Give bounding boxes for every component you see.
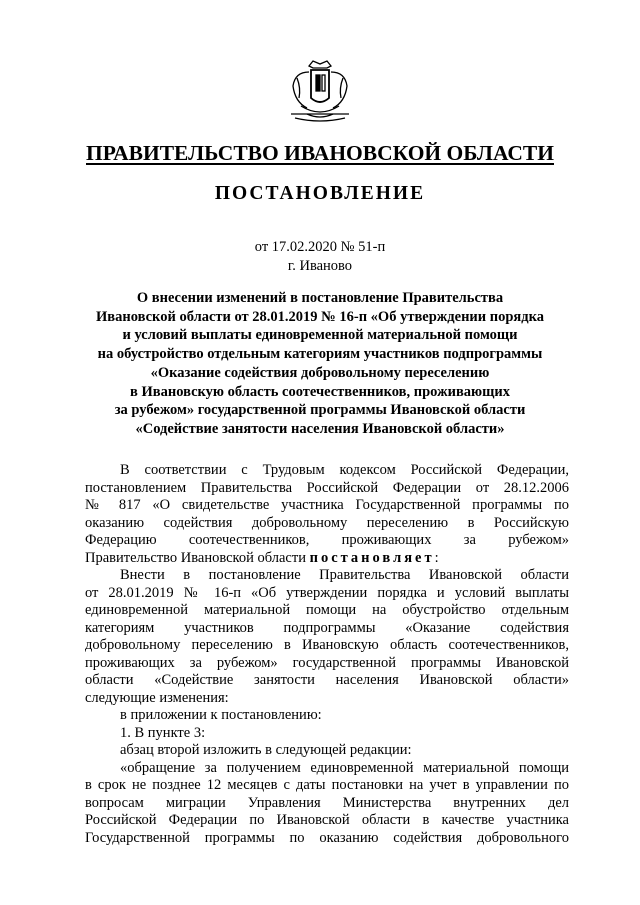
body-line: абзац второй изложить в следующей редакции:: [120, 742, 412, 758]
document-body: [85, 462, 569, 847]
date-block: [0, 238, 640, 276]
coat-of-arms-icon: [287, 58, 353, 124]
title-line: и условий выплаты единовременной материальной помощи: [122, 327, 518, 344]
title-line: «Содействие занятости населения Ивановской области»: [135, 420, 505, 437]
resolves-word: постановляет: [309, 549, 435, 566]
body-line: в срок не позднее 12 месяцев с даты постановки на учет в управлении по: [85, 777, 569, 793]
body-line: 1. В пункте 3:: [120, 724, 206, 741]
title-line: «Оказание содействия добровольному переселению: [150, 364, 490, 381]
body-line: от 28.01.2019 № 16-п «Об утверждении порядка и условий выплаты: [85, 584, 569, 601]
body-line: следующие изменения:: [85, 689, 229, 706]
body-line: № 817 «О свидетельстве участника Государственной программы по: [85, 497, 569, 513]
city: г. Иваново: [287, 258, 353, 274]
document-title: [70, 289, 570, 439]
body-line: Внести в постановление Правительства Ивановской области: [120, 567, 569, 583]
body-line: «обращение за получением единовременной материальной помощи: [120, 759, 569, 776]
body-line: [85, 550, 569, 568]
body-line: оказанию содействия добровольному переселению в Российскую: [85, 514, 569, 531]
title-line: в Ивановскую область соотечественников, проживающих: [130, 383, 510, 400]
body-line: постановлением Правительства Российской Федерации от 28.12.2006: [85, 479, 569, 496]
date-number: от 17.02.2020 № 51-п: [254, 239, 386, 255]
body-line: добровольному переселению в Ивановскую область соотечественников,: [85, 637, 569, 653]
body-line: в приложении к постановлению:: [120, 707, 322, 723]
body-line: вопросам миграции Управления Министерства внутренних дел: [85, 794, 569, 811]
title-line: на обустройство отдельным категориям участников подпрограммы: [97, 346, 543, 363]
body-line: В соответствии с Трудовым кодексом Российской Федерации,: [120, 462, 569, 478]
document-type: ПОСТАНОВЛЕНИЕ: [214, 183, 426, 204]
colon: :: [434, 549, 439, 566]
preamble-subject: Правительство Ивановской области: [85, 549, 306, 566]
body-line: категориям участников подпрограммы «Оказание содействия: [85, 619, 569, 636]
organization-name: ПРАВИТЕЛЬСТВО ИВАНОВСКОЙ ОБЛАСТИ: [86, 141, 554, 165]
body-line: Государственной программы по оказанию содействия добровольного: [85, 829, 569, 846]
title-line: за рубежом» государственной программы Ивановской области: [114, 402, 526, 419]
title-line: Ивановской области от 28.01.2019 № 16-п «Об утверждении порядка: [96, 308, 544, 325]
body-line: области «Содействие занятости населения Ивановской области»: [85, 672, 569, 688]
body-line: проживающих за рубежом» государственной программы Ивановской: [85, 654, 569, 671]
body-line: Федерацию соотечественников, проживающих за рубежом»: [85, 532, 569, 548]
body-line: Российской Федерации по Ивановской области в качестве участника: [85, 812, 569, 828]
title-line: О внесении изменений в постановление Правительства: [136, 290, 504, 306]
body-line: единовременной материальной помощи на обустройство отдельным: [85, 602, 569, 618]
